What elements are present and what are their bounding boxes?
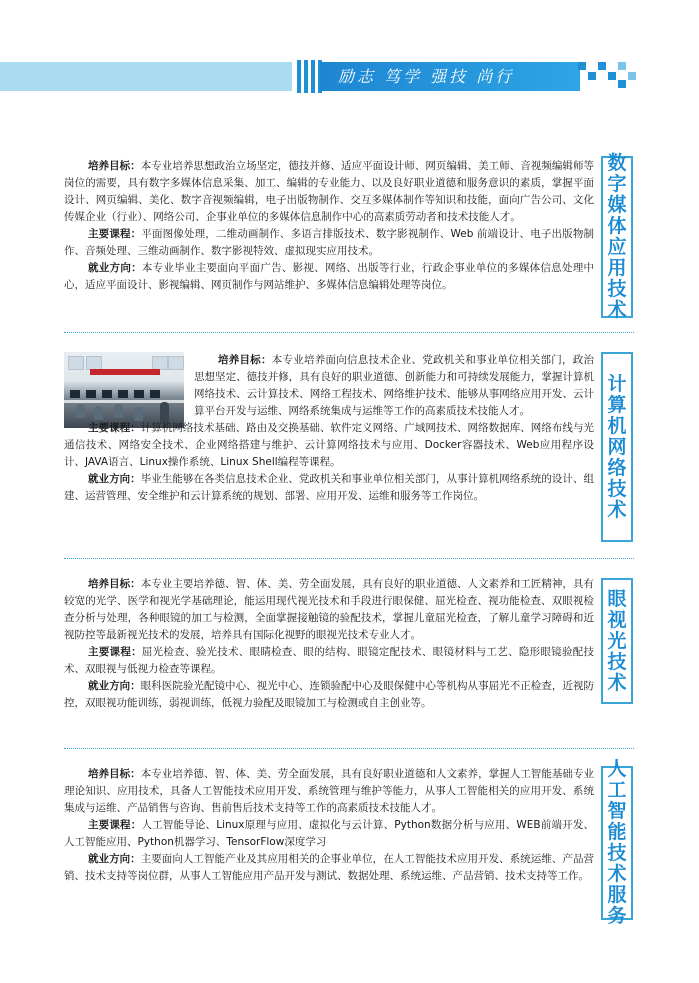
header-banner-left bbox=[0, 62, 292, 91]
section-title-network bbox=[601, 352, 633, 542]
paragraph-label: 主要课程： bbox=[88, 228, 142, 240]
title-char: 用 bbox=[607, 257, 627, 279]
paragraph-text: 本专业毕业主要面向平面广告、影视、网络、出版等行业，行政企事业单位的多媒体信息处理中心，适应平面设计、影视编辑、网页制作与网站维护、多媒体信息编辑处理等岗位。 bbox=[64, 262, 594, 291]
paragraph-label: 培养目标： bbox=[88, 160, 141, 172]
section-title-optometry bbox=[601, 578, 633, 704]
section-paragraph-courses bbox=[64, 420, 594, 471]
section-paragraph-courses bbox=[64, 644, 594, 678]
section-paragraph-goal bbox=[194, 352, 594, 420]
title-char: 视 bbox=[607, 608, 627, 631]
title-char: 工 bbox=[607, 779, 627, 801]
paragraph-label: 主要课程： bbox=[88, 422, 141, 434]
title-char: 智 bbox=[607, 800, 627, 822]
section-title-digital-media bbox=[601, 152, 633, 321]
title-char: 术 bbox=[607, 671, 627, 694]
paragraph-text: 本专业主要培养德、智、体、美、劳全面发展，具有良好的职业道德、人文素养和工匠精神，具有较宽的光学、医学和视光学基础理论，能运用现代视光技术和手段进行眼保健、屈光检查、视功能检查、双眼视检查分析与处理，各种眼镜的加工与检测，全面掌握接触镜的验配技术，掌握儿童屈光检查，了解儿童学习障碍和近视防控等最新视光技术的发展，培养具有国际化视野的眼视光技术专业人才。 bbox=[64, 578, 595, 641]
paragraph-label: 就业方向： bbox=[88, 473, 141, 485]
title-char: 务 bbox=[607, 905, 627, 927]
title-char: 术 bbox=[607, 863, 627, 885]
title-char: 机 bbox=[607, 414, 627, 437]
title-char: 服 bbox=[607, 884, 627, 906]
section-paragraph-goal bbox=[64, 766, 594, 817]
paragraph-label: 主要课程： bbox=[88, 819, 142, 831]
paragraph-text: 主要面向人工智能产业及其应用相关的企事业单位，在人工智能技术应用开发、系统运维、产品营销、技术支持等岗位群，从事人工智能应用产品开发与测试、数据处理、系统运维、产品营销、技术支持等工作。 bbox=[64, 853, 595, 882]
section-divider bbox=[64, 748, 634, 749]
paragraph-label: 培养目标： bbox=[88, 578, 141, 590]
title-char: 计 bbox=[607, 372, 627, 395]
title-char: 眼 bbox=[607, 587, 627, 610]
section-paragraph-career bbox=[64, 471, 594, 505]
paragraph-text: 本专业培养面向信息技术企业、党政机关和事业单位相关部门，政治思想坚定、德技并修，具有良好的职业道德、创新能力和可持续发展能力，掌握计算机网络技术、云计算技术、网络工程技术、网络维护技术、能够从事网络应用开发、云计算平台开发与运维、网络系统集成与运维等工作的高素质技术技能人才。 bbox=[194, 354, 594, 417]
paragraph-label: 主要课程： bbox=[88, 646, 142, 658]
paragraph-text: 屈光检查、验光技术、眼睛检查、眼的结构、眼镜定配技术、眼镜材料与工艺、隐形眼镜验配技术、双眼视与低视力检查等课程。 bbox=[64, 646, 594, 675]
paragraph-text: 眼科医院验光配镜中心、视光中心、连锁验配中心及眼保健中心等机构从事屈光不正检查，近视防控，双眼视功能训练，弱视训练，低视力验配及眼镜加工与检测或自主创业等。 bbox=[64, 680, 595, 709]
title-char: 术 bbox=[607, 299, 627, 321]
paragraph-label: 培养目标： bbox=[218, 354, 272, 366]
section-divider bbox=[64, 332, 634, 333]
section-paragraph-courses bbox=[64, 226, 594, 260]
section-network bbox=[64, 352, 594, 505]
section-paragraph-goal bbox=[64, 158, 594, 226]
title-char: 媒 bbox=[607, 194, 627, 216]
title-char: 网 bbox=[607, 435, 627, 458]
paragraph-text: 毕业生能够在各类信息技术企业、党政机关和事业单位相关部门，从事计算机网络系统的设计、组建、运营管理、安全维护和云计算系统的规划、部署、应用开发、运维和服务等工作岗位。 bbox=[64, 473, 595, 502]
title-char: 算 bbox=[607, 393, 627, 416]
paragraph-label: 就业方向： bbox=[88, 262, 142, 274]
section-paragraph-career bbox=[64, 678, 594, 712]
section-paragraph-goal bbox=[64, 576, 594, 644]
title-char: 络 bbox=[607, 456, 627, 479]
title-char: 技 bbox=[607, 650, 627, 673]
section-paragraph-career bbox=[64, 851, 594, 885]
title-char: 技 bbox=[607, 842, 627, 864]
header-checker-pattern bbox=[578, 62, 638, 90]
title-char: 技 bbox=[607, 477, 627, 500]
section-optometry bbox=[64, 576, 594, 712]
section-paragraph-courses bbox=[64, 817, 594, 851]
title-char: 术 bbox=[607, 498, 627, 521]
paragraph-label: 就业方向： bbox=[88, 853, 141, 865]
paragraph-text: 本专业培养德、智、体、美、劳全面发展，具有良好职业道德和人文素养，掌握人工智能基础专业理论知识、应用技术，具备人工智能技术应用开发、系统管理与维护等能力，从事人工智能相关的应用开发、系统集成与运维、产品销售与咨询、售前售后技术支持等工作的高素质技术技能人才。 bbox=[64, 768, 595, 814]
title-char: 人 bbox=[607, 758, 627, 780]
paragraph-label: 就业方向： bbox=[88, 680, 141, 692]
section-paragraph-career bbox=[64, 260, 594, 294]
section-divider bbox=[64, 558, 634, 559]
title-char: 技 bbox=[607, 278, 627, 300]
paragraph-label: 培养目标： bbox=[88, 768, 141, 780]
title-char: 数 bbox=[607, 152, 627, 174]
section-ai bbox=[64, 766, 594, 885]
paragraph-text: 人工智能导论、Linux原理与应用、虚拟化与云计算、Python数据分析与应用、WEB前端开发、人工智能应用、Python机器学习、TensorFlow深度学习 bbox=[64, 819, 595, 848]
paragraph-text: 本专业培养思想政治立场坚定，德技并修、适应平面设计师、网页编辑、美工师、音视频编辑师等岗位的需要，具有数字多媒体信息采集、加工、编辑的专业能力、以及良好职业道德和服务意识的素质，掌握平面设计、网页编辑、美化、数字音视频编辑，电子出版物制作、交互多媒体制作等知识和技能，面向广告公司、文化传媒企业（行业）、网络公司、企事业单位的多媒体信息制作中心的高素质劳动者和技术技能人才。 bbox=[64, 160, 595, 223]
title-char: 体 bbox=[607, 215, 627, 237]
paragraph-text: 平面图像处理，二维动画制作、多语言排版技术、数字影视制作、Web 前端设计、电子出版物制作、音频处理、三维动画制作、数字影视特效、虚拟现实应用技术。 bbox=[64, 228, 594, 257]
title-char: 光 bbox=[607, 629, 627, 652]
title-char: 字 bbox=[607, 173, 627, 195]
title-char: 应 bbox=[607, 236, 627, 258]
header-motto: 励志 笃学 强技 尚行 bbox=[338, 67, 515, 86]
paragraph-text: 计算机网络技术基础、路由及交换基础、软件定义网络、广域网技术、网络数据库、网络布线与光通信技术、网络安全技术、企业网络搭建与维护、云计算网络技术与应用、Docker容器技术、Web应用程序设计、JAVA语言、Linux操作系统、Linux Shell编程等课程。 bbox=[64, 422, 595, 468]
section-title-ai bbox=[601, 758, 633, 927]
section-digital-media bbox=[64, 158, 594, 294]
title-char: 能 bbox=[607, 821, 627, 843]
